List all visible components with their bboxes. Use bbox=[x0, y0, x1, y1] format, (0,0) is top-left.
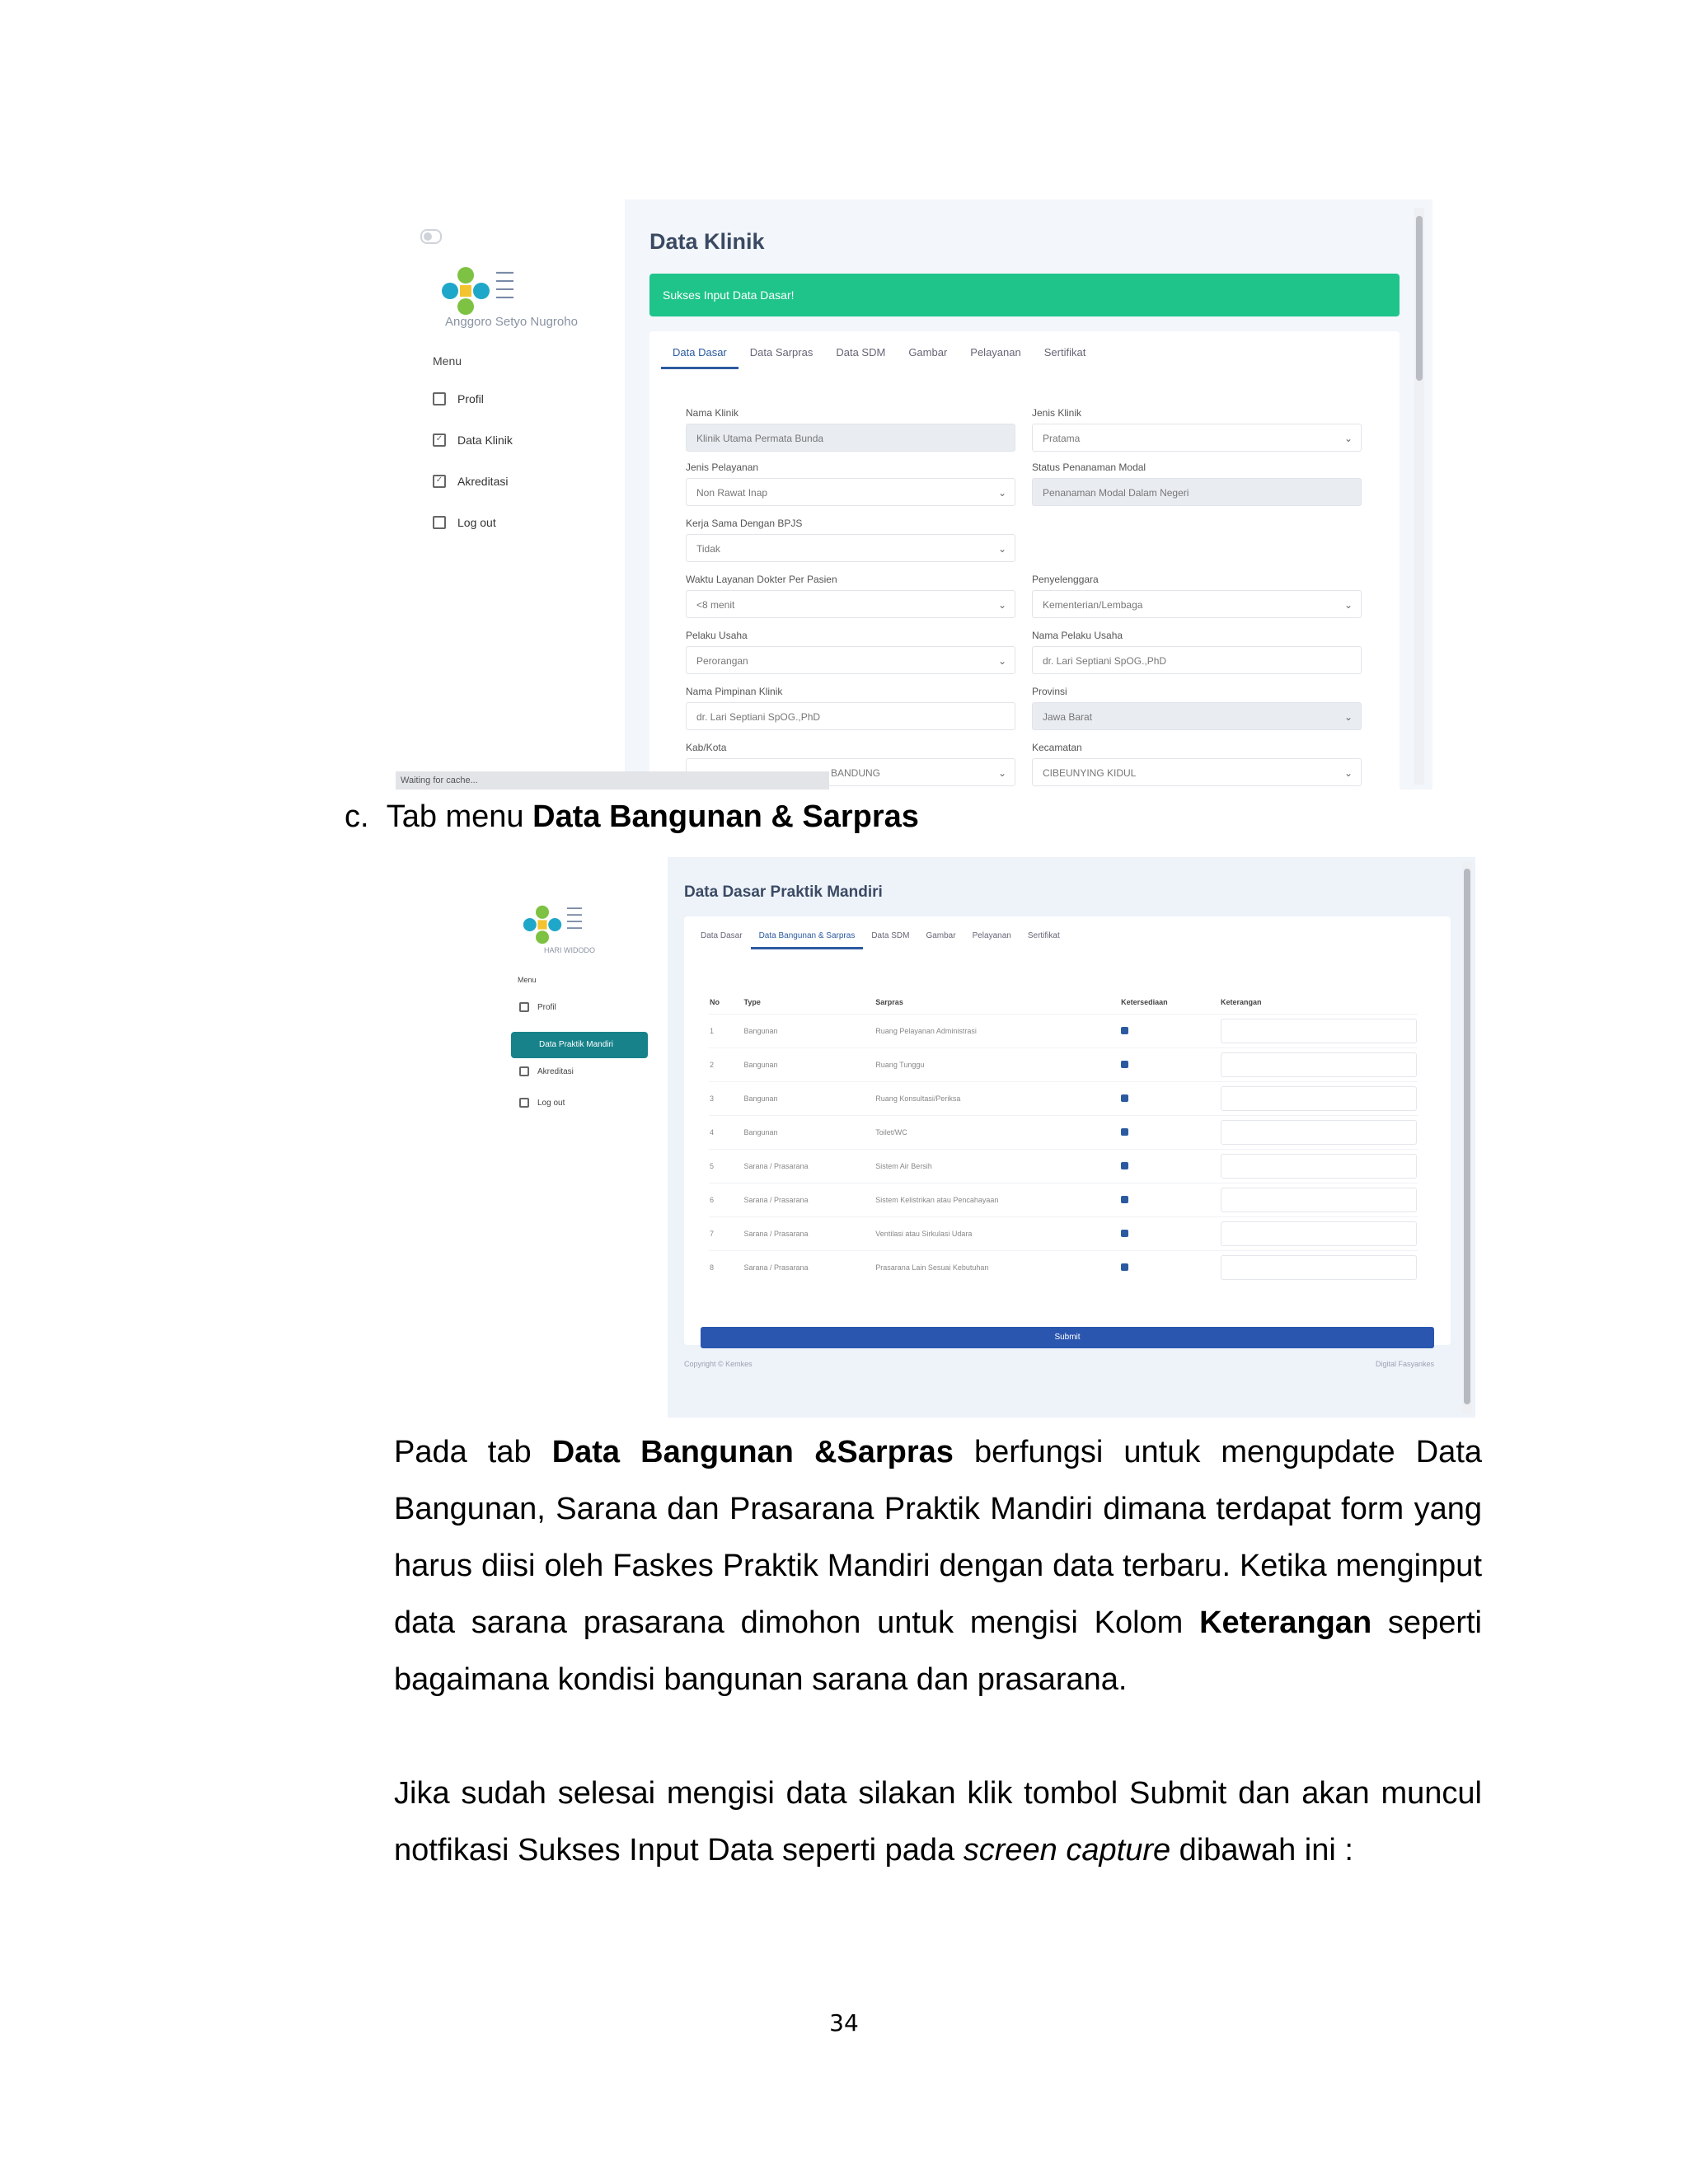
cell-sarpras: Ruang Konsultasi/Periksa bbox=[874, 1082, 1120, 1116]
list-marker: c. bbox=[345, 799, 369, 834]
column-header: No bbox=[710, 998, 720, 1006]
scrollbar-thumb[interactable] bbox=[1416, 216, 1423, 381]
field-label: Penyelenggara bbox=[1032, 574, 1099, 585]
cell-no: 5 bbox=[709, 1150, 743, 1183]
tab-gambar[interactable]: Gambar bbox=[908, 346, 948, 359]
tab-sertifikat[interactable]: Sertifikat bbox=[1027, 931, 1060, 940]
table-body bbox=[709, 1015, 1418, 1285]
field-label: Kab/Kota bbox=[686, 742, 727, 753]
cell-sarpras: Sistem Kelistrikan atau Pencahayaan bbox=[874, 1183, 1120, 1217]
tab-pelayanan[interactable]: Pelayanan bbox=[972, 931, 1011, 940]
browser-status-bar: Waiting for cache... bbox=[396, 771, 829, 790]
logo-caption: ▬▬▬ ▬▬▬ ▬▬▬ ▬▬▬ bbox=[567, 906, 582, 930]
tab-data-dasar[interactable]: Data Dasar bbox=[661, 338, 738, 369]
ketersediaan-checkbox[interactable] bbox=[1121, 1094, 1128, 1102]
tab-bar bbox=[661, 338, 1097, 369]
cell-no: 4 bbox=[709, 1116, 743, 1150]
cell-ketersediaan bbox=[1120, 1082, 1220, 1116]
scrollbar-thumb[interactable] bbox=[1464, 869, 1470, 1404]
cell-sarpras: Ruang Tunggu bbox=[874, 1048, 1120, 1082]
cell-ketersediaan bbox=[1120, 1150, 1220, 1183]
keterangan-input[interactable] bbox=[1221, 1188, 1417, 1212]
table-row bbox=[709, 1217, 1418, 1251]
cell-sarpras: Ruang Pelayanan Administrasi bbox=[874, 1015, 1120, 1048]
nama-pimpinan-field[interactable]: dr. Lari Septiani SpOG.,PhD bbox=[686, 702, 1015, 730]
field-label: Nama Klinik bbox=[686, 407, 739, 419]
cell-ketersediaan bbox=[1120, 1217, 1220, 1251]
table-row bbox=[709, 1015, 1418, 1048]
keterangan-input[interactable] bbox=[1221, 1052, 1417, 1077]
tab-sertifikat[interactable]: Sertifikat bbox=[1043, 346, 1086, 359]
sarpras-table bbox=[709, 991, 1418, 1284]
cell-type: Bangunan bbox=[743, 1048, 874, 1082]
checkbox-icon: ✓ bbox=[433, 434, 446, 447]
cell-type: Bangunan bbox=[743, 1116, 874, 1150]
profile-icon bbox=[433, 392, 446, 405]
cell-ketersediaan bbox=[1120, 1251, 1220, 1285]
cell-type: Sarana / Prasarana bbox=[743, 1217, 874, 1251]
ketersediaan-checkbox[interactable] bbox=[1121, 1128, 1128, 1136]
table-row bbox=[709, 1251, 1418, 1285]
paragraph-description: Pada tab Data Bangunan &Sarpras berfungsi untuk mengupdate Data Bangunan, Sarana dan Prasarana Praktik Mandiri dimana terdapat form yang harus diisi oleh Faskes Praktik Mandiri dengan data terbaru. Ketika menginput data sarana prasarana dimohon untuk mengisi Kolom Keterangan seperti bagaimana kondisi bangunan sarana dan prasarana. bbox=[394, 1435, 1483, 1697]
cell-sarpras: Ventilasi atau Sirkulasi Udara bbox=[874, 1217, 1120, 1251]
chevron-down-icon: ⌄ bbox=[1343, 433, 1353, 444]
sidebar-toggle[interactable] bbox=[420, 229, 442, 244]
cell-sarpras: Toilet/WC bbox=[874, 1116, 1120, 1150]
menu-item-label: Log out bbox=[537, 1098, 565, 1108]
screenshot-data-bangunan-sarpras bbox=[495, 857, 1485, 1418]
table-row bbox=[709, 1183, 1418, 1217]
grid-icon bbox=[433, 516, 446, 529]
sidebar bbox=[396, 190, 626, 790]
keterangan-input[interactable] bbox=[1221, 1255, 1417, 1280]
status-penanaman-modal-field[interactable]: Penanaman Modal Dalam Negeri bbox=[1032, 478, 1362, 506]
table-row bbox=[709, 1048, 1418, 1082]
cell-ketersediaan bbox=[1120, 1183, 1220, 1217]
cell-keterangan bbox=[1220, 1015, 1418, 1048]
cell-no: 8 bbox=[709, 1251, 743, 1285]
table-row bbox=[709, 1150, 1418, 1183]
cell-sarpras: Sistem Air Bersih bbox=[874, 1150, 1120, 1183]
field-label: Kecamatan bbox=[1032, 742, 1082, 753]
submit-button[interactable]: Submit bbox=[701, 1327, 1434, 1348]
heading-bold-text: Data Bangunan & Sarpras bbox=[532, 799, 919, 834]
menu-item-akreditasi[interactable] bbox=[433, 475, 508, 488]
field-label: Provinsi bbox=[1032, 686, 1067, 697]
menu-item-label: Data Praktik Mandiri bbox=[539, 1040, 614, 1049]
cell-ketersediaan bbox=[1120, 1116, 1220, 1150]
provinsi-select[interactable]: Jawa Barat ⌄ bbox=[1032, 702, 1362, 730]
menu-item-label: Profil bbox=[457, 392, 484, 405]
tab-data-bangunan-sarpras[interactable]: Data Bangunan & Sarpras bbox=[751, 925, 864, 949]
page-title: Data Dasar Praktik Mandiri bbox=[684, 883, 883, 901]
menu-item-label: Akreditasi bbox=[537, 1066, 574, 1076]
cell-type: Sarana / Prasarana bbox=[743, 1150, 874, 1183]
tab-data-sdm[interactable]: Data SDM bbox=[871, 931, 910, 940]
menu-item-label: Profil bbox=[537, 1002, 556, 1012]
ketersediaan-checkbox[interactable] bbox=[1121, 1162, 1128, 1169]
table-row bbox=[709, 1116, 1418, 1150]
grid-icon bbox=[519, 1098, 529, 1108]
chevron-down-icon: ⌄ bbox=[997, 767, 1006, 779]
paragraph-instruction: Jika sudah selesai mengisi data silakan klik tombol Submit dan akan muncul notfikasi Sukses Input Data seperti pada screen capture dibawah ini : bbox=[394, 1776, 1482, 1868]
kemenkes-logo bbox=[437, 262, 495, 320]
menu-item-data-praktik-mandiri[interactable] bbox=[511, 1032, 648, 1058]
kecamatan-select[interactable]: CIBEUNYING KIDUL ⌄ bbox=[1032, 758, 1362, 786]
chevron-down-icon: ⌄ bbox=[1343, 767, 1353, 779]
logo-caption: ▬▬▬ ▬▬▬ ▬▬▬ ▬▬▬ bbox=[496, 269, 513, 300]
screenshot-data-klinik bbox=[396, 190, 1451, 790]
kabkota-select[interactable]: BANDUNG ⌄ bbox=[686, 758, 1015, 786]
menu-item-profil[interactable] bbox=[433, 392, 484, 405]
tab-bar bbox=[692, 925, 1068, 949]
sarpras-card bbox=[684, 916, 1451, 1345]
form-card bbox=[649, 331, 1400, 790]
keterangan-input[interactable] bbox=[1221, 1221, 1417, 1246]
footer-brand: Digital Fasyankes bbox=[1375, 1360, 1434, 1368]
section-heading-c bbox=[345, 799, 919, 835]
tab-gambar[interactable]: Gambar bbox=[926, 931, 956, 940]
user-name: Anggoro Setyo Nugroho bbox=[445, 315, 578, 329]
success-alert: Sukses Input Data Dasar! bbox=[649, 274, 1400, 316]
cell-keterangan bbox=[1220, 1048, 1418, 1082]
cell-no: 1 bbox=[709, 1015, 743, 1048]
field-label: Nama Pimpinan Klinik bbox=[686, 686, 783, 697]
menu-item-label: Data Klinik bbox=[457, 434, 513, 447]
nama-klinik-field[interactable]: Klinik Utama Permata Bunda bbox=[686, 424, 1015, 452]
cell-ketersediaan bbox=[1120, 1048, 1220, 1082]
cell-type: Bangunan bbox=[743, 1015, 874, 1048]
field-label: Jenis Pelayanan bbox=[686, 462, 759, 473]
page-title: Data Klinik bbox=[649, 229, 765, 254]
tab-data-sdm[interactable]: Data SDM bbox=[836, 346, 886, 359]
cell-no: 2 bbox=[709, 1048, 743, 1082]
field-label: Jenis Klinik bbox=[1032, 407, 1082, 419]
penyelenggara-select[interactable]: Kementerian/Lembaga ⌄ bbox=[1032, 590, 1362, 618]
pelaku-usaha-select[interactable]: Perorangan ⌄ bbox=[686, 646, 1015, 674]
table-header-row bbox=[709, 991, 1418, 1015]
cell-type: Sarana / Prasarana bbox=[743, 1183, 874, 1217]
page-number: 34 bbox=[829, 2009, 859, 2036]
tab-data-sarpras[interactable]: Data Sarpras bbox=[749, 346, 814, 359]
field-label: Kerja Sama Dengan BPJS bbox=[686, 518, 803, 529]
cell-keterangan bbox=[1220, 1251, 1418, 1285]
cell-keterangan bbox=[1220, 1183, 1418, 1217]
jenis-klinik-select[interactable]: Pratama ⌄ bbox=[1032, 424, 1362, 452]
footer-copyright: Copyright © Kemkes bbox=[684, 1360, 753, 1368]
tab-pelayanan[interactable]: Pelayanan bbox=[970, 346, 1021, 359]
keterangan-input[interactable] bbox=[1221, 1019, 1417, 1043]
nama-pelaku-usaha-field[interactable]: dr. Lari Septiani SpOG.,PhD bbox=[1032, 646, 1362, 674]
keterangan-input[interactable] bbox=[1221, 1154, 1417, 1179]
chevron-down-icon: ⌄ bbox=[997, 655, 1006, 667]
menu-item-logout[interactable] bbox=[433, 516, 496, 529]
cell-keterangan bbox=[1220, 1217, 1418, 1251]
jenis-pelayanan-select[interactable]: Non Rawat Inap ⌄ bbox=[686, 478, 1015, 506]
profile-icon bbox=[519, 1002, 529, 1012]
field-label: Nama Pelaku Usaha bbox=[1032, 630, 1123, 641]
chevron-down-icon: ⌄ bbox=[997, 599, 1006, 611]
cell-sarpras: Prasarana Lain Sesuai Kebutuhan bbox=[874, 1251, 1120, 1285]
menu-heading: Menu bbox=[518, 976, 537, 984]
checkbox-icon: ✓ bbox=[433, 475, 446, 488]
cell-no: 3 bbox=[709, 1082, 743, 1116]
waktu-layanan-select[interactable]: <8 menit ⌄ bbox=[686, 590, 1015, 618]
chevron-down-icon: ⌄ bbox=[997, 487, 1006, 499]
user-name: HARI WIDODO bbox=[544, 946, 595, 954]
checkbox-icon bbox=[519, 1066, 529, 1076]
cell-ketersediaan bbox=[1120, 1015, 1220, 1048]
ketersediaan-checkbox[interactable] bbox=[1121, 1061, 1128, 1068]
scrollbar[interactable] bbox=[1462, 862, 1472, 1414]
menu-item-akreditasi[interactable] bbox=[519, 1066, 574, 1076]
heading-text: Tab menu bbox=[386, 799, 533, 834]
cell-no: 7 bbox=[709, 1217, 743, 1251]
menu-item-data-klinik[interactable] bbox=[433, 434, 513, 447]
column-header: Keterangan bbox=[1221, 998, 1262, 1006]
ketersediaan-checkbox[interactable] bbox=[1121, 1196, 1128, 1203]
ketersediaan-checkbox[interactable] bbox=[1121, 1230, 1128, 1237]
field-label: Pelaku Usaha bbox=[686, 630, 748, 641]
table-row bbox=[709, 1082, 1418, 1116]
field-label: Waktu Layanan Dokter Per Pasien bbox=[686, 574, 837, 585]
column-header: Type bbox=[743, 998, 761, 1006]
main-panel bbox=[625, 199, 1432, 790]
field-label: Status Penanaman Modal bbox=[1032, 462, 1146, 473]
column-header: Ketersediaan bbox=[1121, 998, 1168, 1006]
chevron-down-icon: ⌄ bbox=[997, 543, 1006, 555]
cell-keterangan bbox=[1220, 1082, 1418, 1116]
menu-item-profil[interactable] bbox=[519, 1002, 556, 1012]
kerja-sama-bpjs-select[interactable]: Tidak ⌄ bbox=[686, 534, 1015, 562]
cell-type: Sarana / Prasarana bbox=[743, 1251, 874, 1285]
tab-data-dasar[interactable]: Data Dasar bbox=[701, 931, 743, 940]
menu-item-logout[interactable] bbox=[519, 1098, 565, 1108]
menu-item-label: Log out bbox=[457, 516, 496, 529]
ketersediaan-checkbox[interactable] bbox=[1121, 1027, 1128, 1034]
scrollbar[interactable] bbox=[1414, 208, 1424, 785]
keterangan-input[interactable] bbox=[1221, 1120, 1417, 1145]
menu-item-label: Akreditasi bbox=[457, 475, 509, 488]
cell-no: 6 bbox=[709, 1183, 743, 1217]
cell-keterangan bbox=[1220, 1150, 1418, 1183]
main-panel bbox=[668, 857, 1475, 1418]
ketersediaan-checkbox[interactable] bbox=[1121, 1263, 1128, 1271]
cell-type: Bangunan bbox=[743, 1082, 874, 1116]
chevron-down-icon: ⌄ bbox=[1343, 711, 1353, 723]
menu-heading: Menu bbox=[433, 354, 462, 368]
keterangan-input[interactable] bbox=[1221, 1086, 1417, 1111]
column-header: Sarpras bbox=[875, 998, 903, 1006]
chevron-down-icon: ⌄ bbox=[1343, 599, 1353, 611]
kemenkes-logo bbox=[519, 902, 565, 948]
cell-keterangan bbox=[1220, 1116, 1418, 1150]
